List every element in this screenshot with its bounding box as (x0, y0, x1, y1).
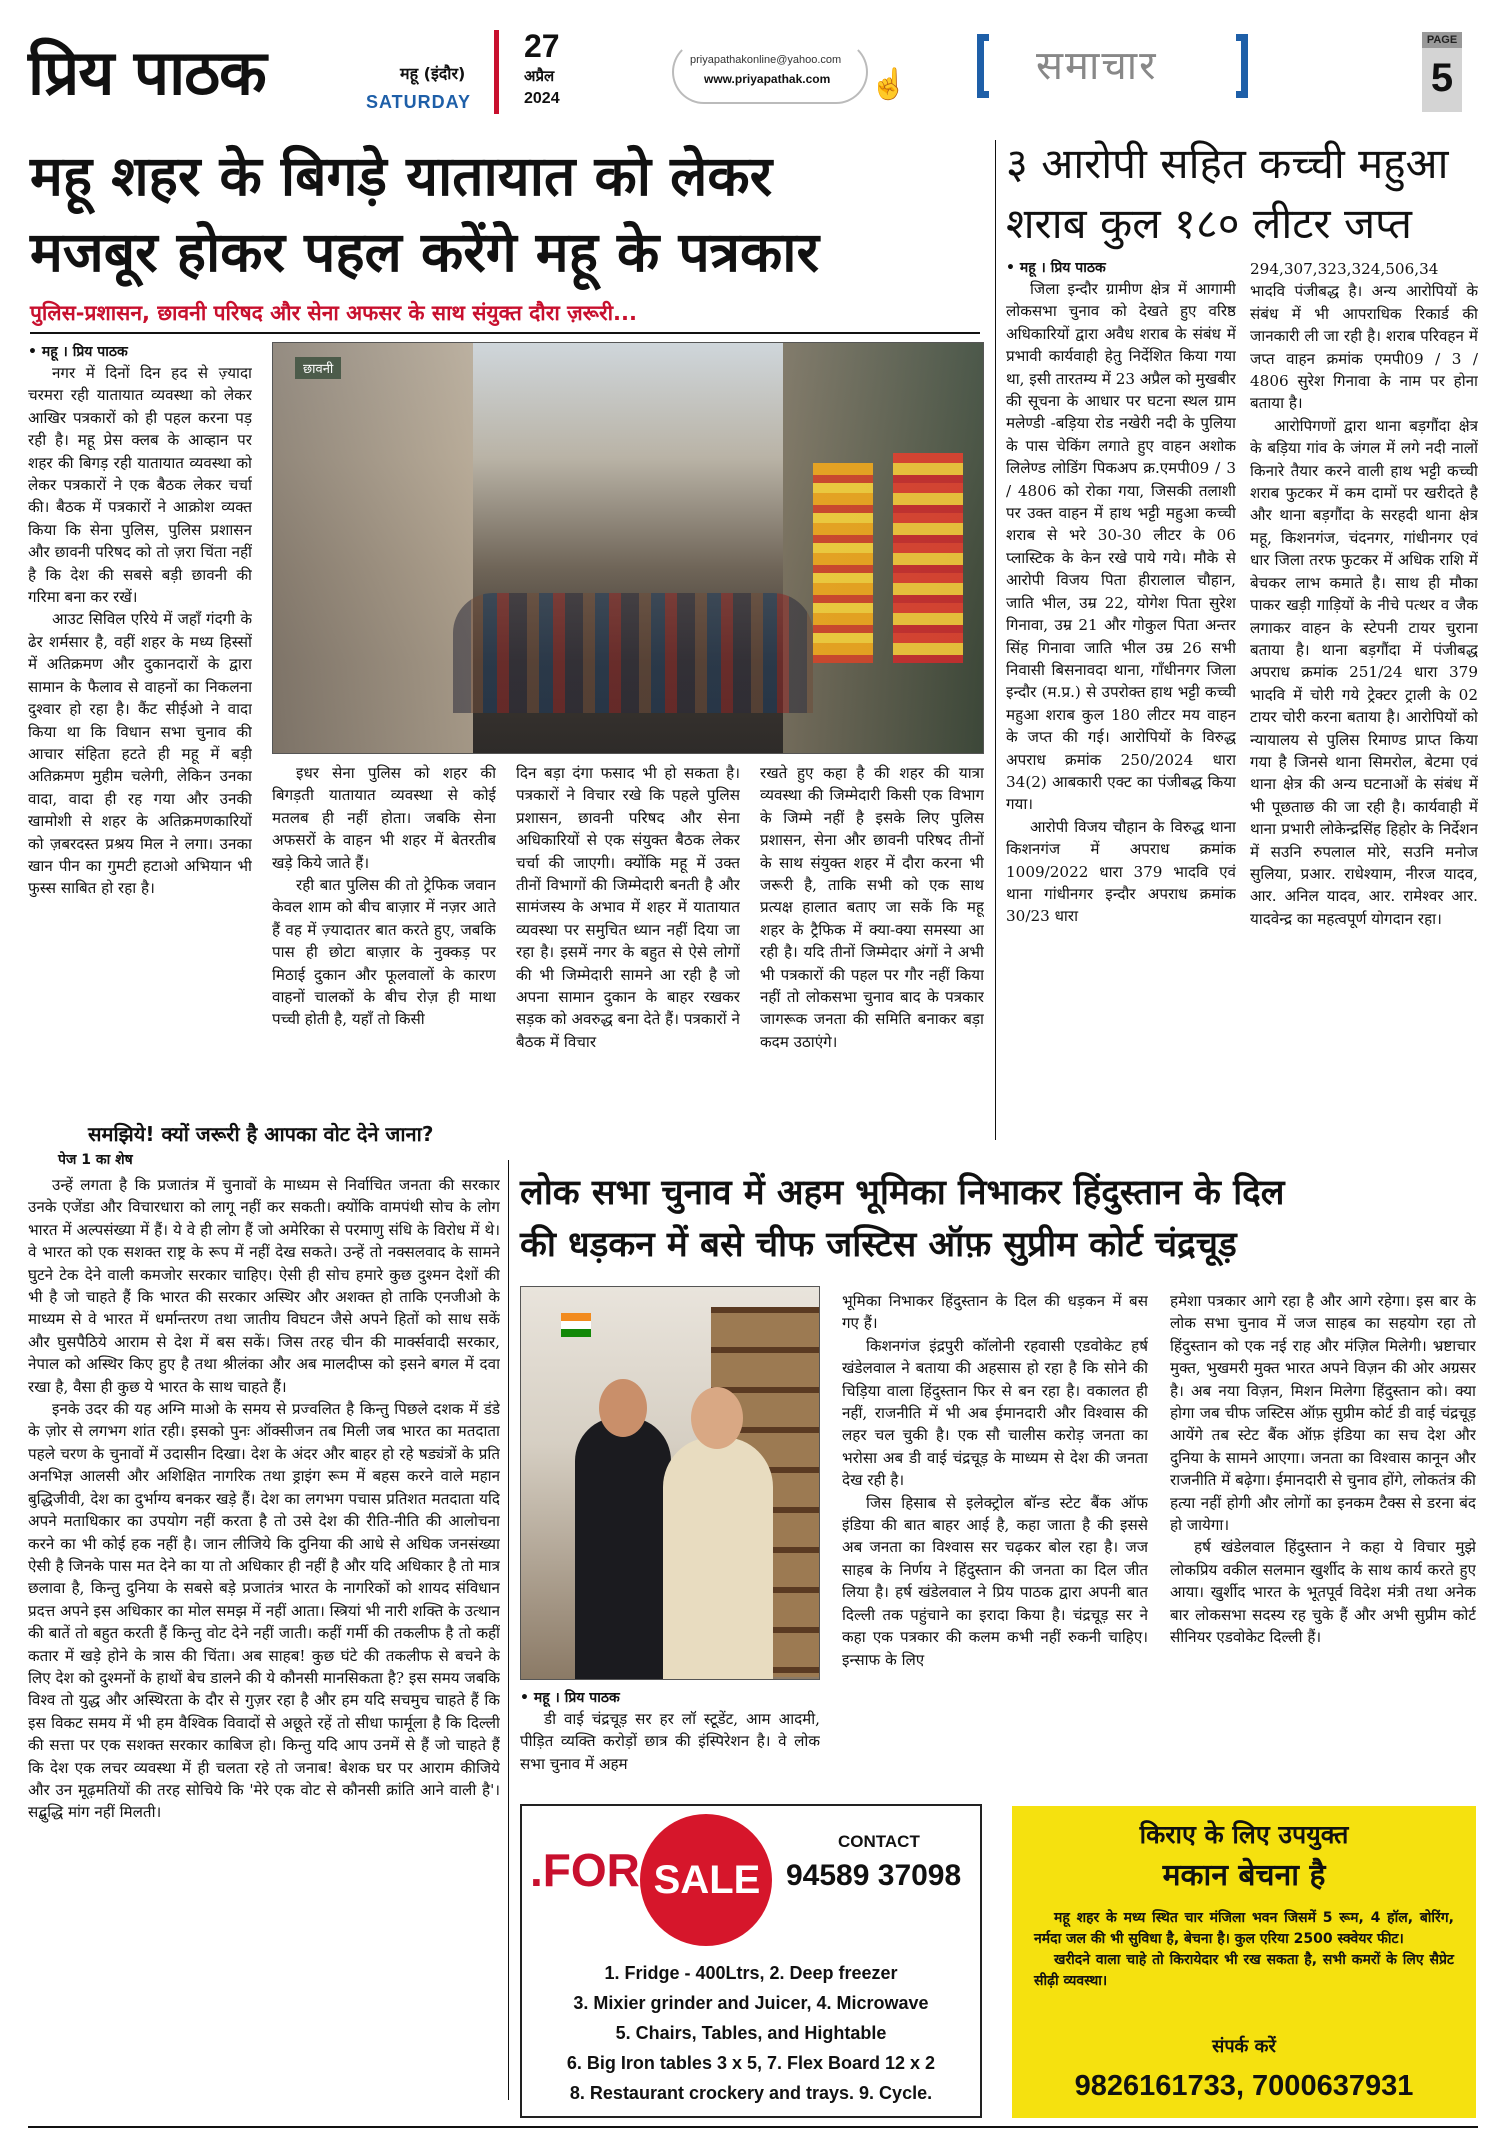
section-bracket-right (1236, 34, 1248, 98)
email-link[interactable]: priyapathakonline@yahoo.com (690, 54, 842, 66)
lead-subhead-underline (30, 332, 980, 334)
masthead (0, 0, 1500, 122)
for-sale-contact-number: 94589 37098 (786, 1859, 962, 1892)
photo-person-right (663, 1437, 773, 1680)
column-divider (995, 140, 996, 1140)
dateline-year: 2024 (524, 90, 560, 107)
cji-column-1 (520, 1688, 820, 1792)
liquor-paragraph: जिला इन्दौर ग्रामीण क्षेत्र में आगामी लोकसभा चुनाव को देखते हुए वरिष्ठ अधिकारियों द्वारा अवैध शराब के संबंध में प्रभावी कार्यवाही हेतु निर्देशित किया गया था, इसी तारतम्य में 23 अप्रैल को मुखबीर की सूचना के आधार पर घटना स्थल ग्राम मलेण्डी -बड़िया रोड नखेरी नदी के पुलिया के पास चेकिंग लगाते हुए वाहन अशोक लिलेण्ड लोडिंग पिकअप क्र.एमपी09 / 3 / 4806 को रोका गया, जिसकी तलाशी पर उक्त वाहन में हाथ भट्टी महुआ कच्ची शराब से भरे 30-30 लीटर के 06 प्लास्टिक के केन रखे पाये गये। मौके से आरोपी विजय पिता हीरालाल चौहान, जाति भील, उम्र 22, योगेश पिता सुरेश गिनावा, उम्र 21 और गोकुल पिता अन्तर सिंह गिनावा जाति भील उम्र 26 सभी निवासी बिसनावदा थाना, गाँधीनगर जिला इन्दौर (म.प्र.) से उपरोक्त हाथ भट्टी कच्ची महुआ शराब कुल 180 लीटर मय वाहन के जप्त की गई। आरोपियों के विरुद्ध अपराध क्रमांक 250/2024 धारा 34(2) आबकारी एक्ट का पंजीबद्ध किया गया। (1006, 280, 1236, 814)
for-sale-ad (520, 1804, 982, 2118)
liquor-paragraph: आरोपी विजय चौहान के विरुद्ध थाना किशनगंज में अपराध क्रमांक 1009/2022 धारा 379 भादवि एवं थाना गांधीनगर इन्दौर अपराध क्रमांक 30/23 धारा (1006, 817, 1236, 926)
page-number-box (1422, 32, 1462, 112)
lead-paragraph: नगर में दिनों दिन हद से ज़्यादा चरमरा रही यातायात व्यवस्था को लेकर आखिर पत्रकारों को ही पहल करना पड़ रही है। महू प्रेस क्लब के आव्हान पर शहर की बिगड़ रही यातायात व्यवस्था को लेकर पत्रकारों ने एक बैठक लेकर चर्चा की। बैठक में पत्रकारों ने आक्रोश व्यक्त किया कि सेना पुलिस, पुलिस प्रशासन और छावनी परिषद को तो ज़रा चिंता नहीं है कि देश की सबसे बड़ी छावनी की गरिमा बना कर रखें। (28, 364, 252, 607)
vote-paragraph: इनके उदर की यह अग्नि माओ के समय से प्रज्वलित है किन्तु पिछले दशक में डंडे के ज़ोर से लगभग शांत रही। इसको पुनः ऑक्सीजन तब मिली जब भारत का मतदाता पहले चरण के चुनावों में उदासीन दिखा। देश के अंदर और बाहर हो रहे षड्यंत्रों के प्रति अनभिज्ञ आलसी और अशिक्षित नागरिक तथा ड्राइंग रूम में बहस करने वाले महान बुद्धिजीवी, देश का दुर्भाग्य बनकर खड़े हैं। देश का लगभग पचास प्रतिशत मतदाता यदि अपने मताधिकार का उपयोग नहीं करता है तो उसे देश की रीति-नीति की आलोचना करने का भी कोई हक नहीं है। जान लीजिये कि दुनिया की आधे से अधिक जनसंख्या ऐसी है जिनके पास मत देने का या तो अधिकार ही नहीं है और यदि अधिकार है तो मात्र छलावा है, किन्तु दुनिया के सबसे बड़े प्रजातंत्र भारत के नागरिकों को शायद संविधान प्रदत्त अपने इस अधिकार का मोल समझ में नहीं आता। स्त्रियां भी नारी शक्ति के उत्थान की बातें तो बहुत करती हैं किन्तु वोट देने नहीं जाती। कहीं गर्मी की तकलीफ है तो कहीं कतार में खड़े होने के त्रास की चिंता। अब साहब! कुछ घंटे की तकलीफ से बचने के लिए देश को दुश्मनों के हाथों बेच डालने की ये कौनसी मानसिकता है? इस समय जबकि विश्व तो युद्ध और अस्थिरता के दौर से गुज़र रहा है और हम यदि सचमुच चाहते हैं कि इस विकट समय में भी हम वैश्विक विवादों से अछूते रहें तो सीधा फार्मूला है कि दिल्ली की सत्ता पर एक सशक्त सरकार काबिज हो। किन्तु यदि आप उनमें से हैं जो चाहते हैं कि देश एक लचर व्यवस्था में ही चलता रहे तो जनाब! बेशक घर पर आराम कीजिये और उन मूढ़मतियों की तरह सोचिये कि 'मेरे एक वोट से कौनसी क्रांति आने वाली है'। सद्बुद्धि मांग नहीं मिलती। (28, 1400, 500, 1822)
cji-paragraph: हमेशा पत्रकार आगे रहा है और आगे रहेगा। इस बार के लोक सभा चुनाव में जज साहब का सहयोग रहा तो हिंदुस्तान को एक नई राह और मंज़िल मिलेगी। भ्रष्टाचार मुक्त, भुखमरी मुक्त भारत अपने विज़न की ओर अग्रसर है। अब नया विज़न, मिशन मिलेगा हिंदुस्तान को। क्या होगा जब चीफ जस्टिस ऑफ़ सुप्रीम कोर्ट डी वाई चंद्रचूड़ आयेंगे तब स्टेट बैंक ऑफ़ इंडिया का सच देश और दुनिया के सामने आएगा। जनता का विश्वास कानून और राजनीति में बढ़ेगा। ईमानदारी से चुनाव होंगे, लोकतंत्र की हत्या नहीं होगी और लोगों का इनकम टैक्स से डरना बंद हो जायेगा। (1170, 1292, 1476, 1535)
house-sale-ad (1012, 1806, 1476, 2118)
lead-paragraph: इधर सेना पुलिस को शहर की बिगड़ती यातायात व्यवस्था से कोई मतलब ही नहीं होता। जबकि सेना अफसरों के वाहन भी शहर में बेतरतीब खड़े किये जाते हैं। (272, 764, 496, 872)
market-street-photo (272, 342, 984, 754)
column-divider (508, 1160, 509, 2100)
advocate-with-khurshid-photo (520, 1286, 820, 1680)
vote-body (28, 1174, 500, 2104)
vote-paragraph: उन्हें लगता है कि प्रजातंत्र में चुनावों के माध्यम से निर्वाचित जनता की सरकार उनके एजेंडा और विचारधारा को लागू नहीं कर सकती। क्योंकि वामपंथी सोच के लोग भारत में अल्पसंख्या में हैं। ये वे ही लोग हैं जो अमेरिका से परमाणु संधि के विरोध में थे। वे भारत को एक सशक्त राष्ट्र के रूप में नहीं देख सकते। उन्हें तो नक्सलवाद के सामने घुटने टेक देने वाली कमजोर सरकार चाहिए। ऐसी ही सोच हमारे कुछ दुश्मन देशों की भी है जो चाहते हैं कि भारत की सरकार अस्थिर और अशक्त हो ताकि एनजीओ के माध्यम से वे भारत में धर्मान्तरण तथा जातीय विघटन जैसे अपने हितों को साध सकें और घुसपैठिये आराम से देश में बस सकें। जिस तरह चीन की मार्क्सवादी सरकार, नेपाल को अस्थिर किए हुए है तथा श्रीलंका और अब मालदीप्स को इसने बगल में दवा रखा है, वैसा ही कुछ ये भारत के साथ चाहते हैं। (28, 1176, 500, 1396)
website-link[interactable]: www.priyapathak.com (704, 72, 831, 86)
for-sale-brand-post: SALE (653, 1858, 761, 1902)
dateline-month: अप्रैल (524, 67, 555, 85)
section-bracket-left (977, 34, 989, 98)
for-sale-items (522, 1958, 980, 2108)
house-ad-details: महू शहर के मध्य स्थित चार मंजिला भवन जिसमें 5 रूम, 4 हॉल, बोरिंग, नर्मदा जल की भी सुविधा है, बेचना है। कुल एरिया 2500 स्क्वेयर फीट। (1034, 1910, 1454, 1947)
photo-garland (813, 463, 873, 663)
for-sale-brand-pre: .FOR (530, 1844, 640, 1896)
lead-headline-2: मजबूर होकर पहल करेंगे महू के पत्रकार (30, 220, 820, 284)
lead-column-1 (28, 342, 252, 1102)
cji-paragraph: डी वाई चंद्रचूड़ सर हर लॉ स्टूडेंट, आम आदमी, पीड़ित व्यक्ति करोड़ों छात्र की इंस्पिरेशन है। वे लोक सभा चुनाव में अहम (520, 1710, 820, 1773)
house-ad-phones: 9826161733, 7000637931 (1074, 2070, 1414, 2102)
photo-flag (561, 1313, 591, 1337)
photo-garland (893, 453, 963, 663)
dateline-weekday: SATURDAY (366, 92, 472, 112)
lead-column-4 (760, 762, 984, 1102)
cji-headline-1: लोक सभा चुनाव में अहम भूमिका निभाकर हिंदुस्तान के दिल (520, 1173, 1285, 1213)
liquor-paragraph: आरोपिगणों द्वारा थाना बड़गौंदा क्षेत्र के बड़िया गांव के जंगल में लगे नदी नालों किनारे तैयार करने वाली हाथ भट्टी कच्ची शराब फुटकर में कम दामों पर खरीदते है और थाना बड़गौंदा के सरहदी थाना क्षेत्र महू, किशनगंज, चंदनगर, गांधीनगर एवं धार जिला तरफ फुटकर में अधिक राशि में बेचकर लाभ कमाते है। साथ ही मौका पाकर खड़ी गाड़ियों के नीचे पत्थर व जैक लगाकर वाहन के स्टेपनी टायर चुराना बताया है। थाना बड़गौंदा में पंजीबद्ध अपराध क्रमांक 251/24 धारा 379 भादवि में चोरी गये ट्रेक्टर ट्राली के 02 टायर चोरी करना बताया है। आरोपियों को न्यायालय से पुलिस रिमाण्ड प्राप्त किया गया है जिनसे थाना सिमरोल, बेटमा एवं थाना क्षेत्र की अन्य घटनाओं के संबंध में भी पूछताछ की जा रही है। कार्यवाही में थाना प्रभारी लोकेन्द्रसिंह हिहोर के निर्देशन में सउनि रुपलाल मोरे, सउनि मनोज सुलिया, प्रआर. राधेश्याम, नीरज यादव, आर. अनिल यादव, आर. रामेश्वर आर. यादवेन्द्र का महत्वपूर्ण योगदान रहा। (1250, 416, 1478, 928)
lead-byline: • महू । प्रिय पाठक (28, 342, 252, 362)
vote-headline: समझिये! क्यों जरूरी है आपका वोट देने जाना? (88, 1122, 434, 1146)
logo: प्रिय पाठक (28, 36, 266, 109)
photo-person-left (575, 1417, 671, 1680)
dateline-place: महू (इंदौर) (400, 64, 466, 83)
photo-shop-sign: छावनी (295, 357, 341, 379)
lead-column-2 (272, 762, 496, 1102)
photo-building-left (273, 343, 473, 754)
cji-paragraph: किशनगंज इंद्रपुरी कॉलोनी रहवासी एडवोकेट हर्ष खंडेलवाल ने बताया की अहसास हो रहा है कि सोने की चिड़िया वाला हिंदुस्तान फिर से बन रहा है। वकालत ही नहीं, राजनीति में भी अब ईमानदारी और विश्वास की लहर चल चुकी है। एक सौ चालीस करोड़ जनता का भरोसा अब डी वाई चंद्रचूड़ के माध्यम से देश की जनता देख रही है। (842, 1336, 1148, 1490)
house-ad-details: खरीदने वाला चाहे तो किरायेदार भी रख सकता है, सभी कमरों के लिए सैप्रेट सीढ़ी व्यवस्था। (1034, 1952, 1454, 1989)
cji-paragraph: भूमिका निभाकर हिंदुस्तान के दिल की धड़कन में बस गए हैं। (842, 1292, 1148, 1333)
hand-pointer-icon: ☝ (870, 67, 908, 102)
for-sale-item: 1. Fridge - 400Ltrs, 2. Deep freezer (604, 1963, 898, 1983)
photo-person-right-face (691, 1387, 743, 1449)
photo-crowd (453, 593, 813, 713)
photo-person-left-face (599, 1379, 647, 1437)
dateline-divider (494, 30, 499, 114)
liquor-headline-2: शराब कुल १८० लीटर जप्त (1006, 199, 1412, 248)
lead-paragraph: रखते हुए कहा है की शहर की यात्रा व्यवस्था की जिम्मेदारी किसी एक विभाग के जिम्मे नहीं है इसके लिए पुलिस प्रशासन, सेना और छावनी परिषद तीनों के साथ संयुक्त शहर में दौरा करना भी जरूरी है, ताकि सभी को एक साथ प्रत्यक्ष हालात बताए जा सकें कि महू शहर के ट्रैफिक में क्या-क्या समस्या आ रही है। यदि तीनों जिम्मेदार अंगों ने अभी भी पत्रकारों की पहल पर गौर नहीं किया नहीं तो लोकसभा चुनाव बाद के पत्रकार जागरूक जनता की समिति बनाकर बड़ा कदम उठाएंगे। (760, 764, 984, 1051)
liquor-column-1 (1006, 258, 1236, 1158)
lead-column-3 (516, 762, 740, 1102)
cji-column-3 (1170, 1290, 1476, 1792)
page-number: 5 (1430, 56, 1454, 100)
for-sale-contact-label: CONTACT (838, 1832, 920, 1851)
house-ad-body (1034, 1908, 1454, 1992)
cji-paragraph: हर्ष खंडेलवाल हिंदुस्तान ने कहा ये विचार मुझे लोकप्रिय वकील सलमान खुर्शीद के साथ कार्य करते हुए आया। खुर्शीद भारत के भूतपूर्व विदेश मंत्री तथा अनेक बार लोकसभा सदस्य रह चुके हैं और अभी सुप्रीम कोर्ट सीनियर एडवोकेट दिल्ली हैं। (1170, 1538, 1476, 1647)
page-bottom-rule (28, 2126, 1478, 2128)
house-ad-contact-label: संपर्क करें (1212, 2036, 1276, 2057)
page-label: PAGE (1422, 32, 1462, 48)
liquor-byline: • महू । प्रिय पाठक (1006, 258, 1236, 278)
vote-continued-label: पेज 1 का शेष (58, 1152, 133, 1168)
section-title: समाचार (1036, 43, 1158, 89)
house-ad-title-2: मकान बेचना है (1162, 1858, 1326, 1893)
liquor-paragraph: 294,307,323,324,506,34 भादवि पंजीबद्ध है। अन्य आरोपियों के संबंध में भी आपराधिक रिकार्ड की जानकारी ली जा रही है। शराब परिवहन में जप्त वाहन क्रमांक एमपी09 / 3 / 4806 सुरेश गिनावा के नाम पर होना बताया है। (1250, 260, 1478, 413)
lead-subhead: पुलिस-प्रशासन, छावनी परिषद और सेना अफसर के साथ संयुक्त दौरा ज़रूरी... (30, 301, 637, 325)
lead-paragraph: आउट सिविल एरिये में जहाँ गंदगी के ढेर शर्मसार है, वहीं शहर के मध्य हिस्सों में अतिक्रमण और दुकानदारों के द्वारा सामान के फैलाव से वाहनों का निकलना दुश्वार हो रहा है। कैंट सीईओ ने वादा किया था कि विधान सभा चुनाव की आचार संहिता हटते ही महू में बड़ी अतिक्रमण मुहीम चलेगी, लेकिन उनका वादा, वादा ही रह गया और उनकी खामोशी से शहर के अतिक्रमणकारियों को ज़बरदस्त प्रश्रय मिल ने लगा। उनका खान पीन का गुमटी हटाओ अभियान भी फुस्स साबित हो रहा है। (28, 610, 252, 898)
dateline-day: 27 (524, 28, 560, 64)
for-sale-item: 3. Mixier grinder and Juicer, 4. Microwave (573, 1993, 929, 2013)
lead-headline-1: महू शहर के बिगड़े यातायात को लेकर (30, 144, 773, 208)
liquor-headline-1: ३ आरोपी सहित कच्ची महुआ (1006, 139, 1449, 188)
for-sale-item: 8. Restaurant crockery and trays. 9. Cycle. (569, 2083, 933, 2103)
liquor-column-2 (1250, 258, 1478, 1158)
for-sale-item: 5. Chairs, Tables, and Hightable (615, 2023, 887, 2043)
cji-paragraph: जिस हिसाब से इलेक्ट्रोल बॉन्ड स्टेट बैंक ऑफ इंडिया की बात बाहर आई है, कहा जाता है की इससे अब जनता का विश्वास सर चढ़कर बोल रहा है। जज साहब के निर्णय ने हिंदुस्तान की जनता का दिल जीत लिया है। हर्ष खंडेलवाल ने प्रिय पाठक द्वारा अपनी बात दिल्ली तक पहुंचाने का इरादा किया है। चंद्रचूड़ सर ने कहा एक पत्रकार की कलम कभी नहीं रुकनी चाहिए। इन्साफ के लिए (842, 1493, 1148, 1669)
house-ad-title-1: किराए के लिए उपयुक्त (1139, 1820, 1349, 1849)
lead-paragraph: दिन बड़ा दंगा फसाद भी हो सकता है। पत्रकारों ने विचार रखे कि पहले पुलिस प्रशासन, छावनी परिषद और सेना अधिकारियों से एक संयुक्त बैठक लेकर चर्चा की जाएगी। क्योंकि महू में उक्त तीनों विभागों की जिम्मेदारी बनती है और सामंजस्य के अभाव में शहर में यातायात व्यवस्था पर समुचित ध्यान नहीं दिया जा रहा है। इसमें नगर के बहुत से ऐसे लोगों की भी जिम्मेदारी सामने आ रही है जो अपना सामान दुकान के बाहर रखकर सड़क को अवरुद्ध बना देते हैं। पत्रकारों ने बैठक में विचार (516, 764, 740, 1051)
cji-headline-2: की धड़कन में बसे चीफ जस्टिस ऑफ़ सुप्रीम कोर्ट चंद्रचूड़ (520, 1225, 1237, 1265)
cji-byline: • महू । प्रिय पाठक (520, 1688, 820, 1708)
lead-paragraph: रही बात पुलिस की तो ट्रेफिक जवान केवल शाम को बीच बाज़ार में नज़र आते हैं वह में ज़्यादातर बात करते हुए, जबकि पास ही छोटा बाज़ार के नुक्कड़ पर मिठाई दुकान और फूलवालों के कारण वाहनों चालकों के बीच रोज़ ही माथा पच्ची होती है, यहाँ तो किसी (272, 876, 496, 1029)
for-sale-item: 6. Big Iron tables 3 x 5, 7. Flex Board 12 x 2 (566, 2053, 936, 2073)
cji-column-2 (842, 1290, 1148, 1792)
